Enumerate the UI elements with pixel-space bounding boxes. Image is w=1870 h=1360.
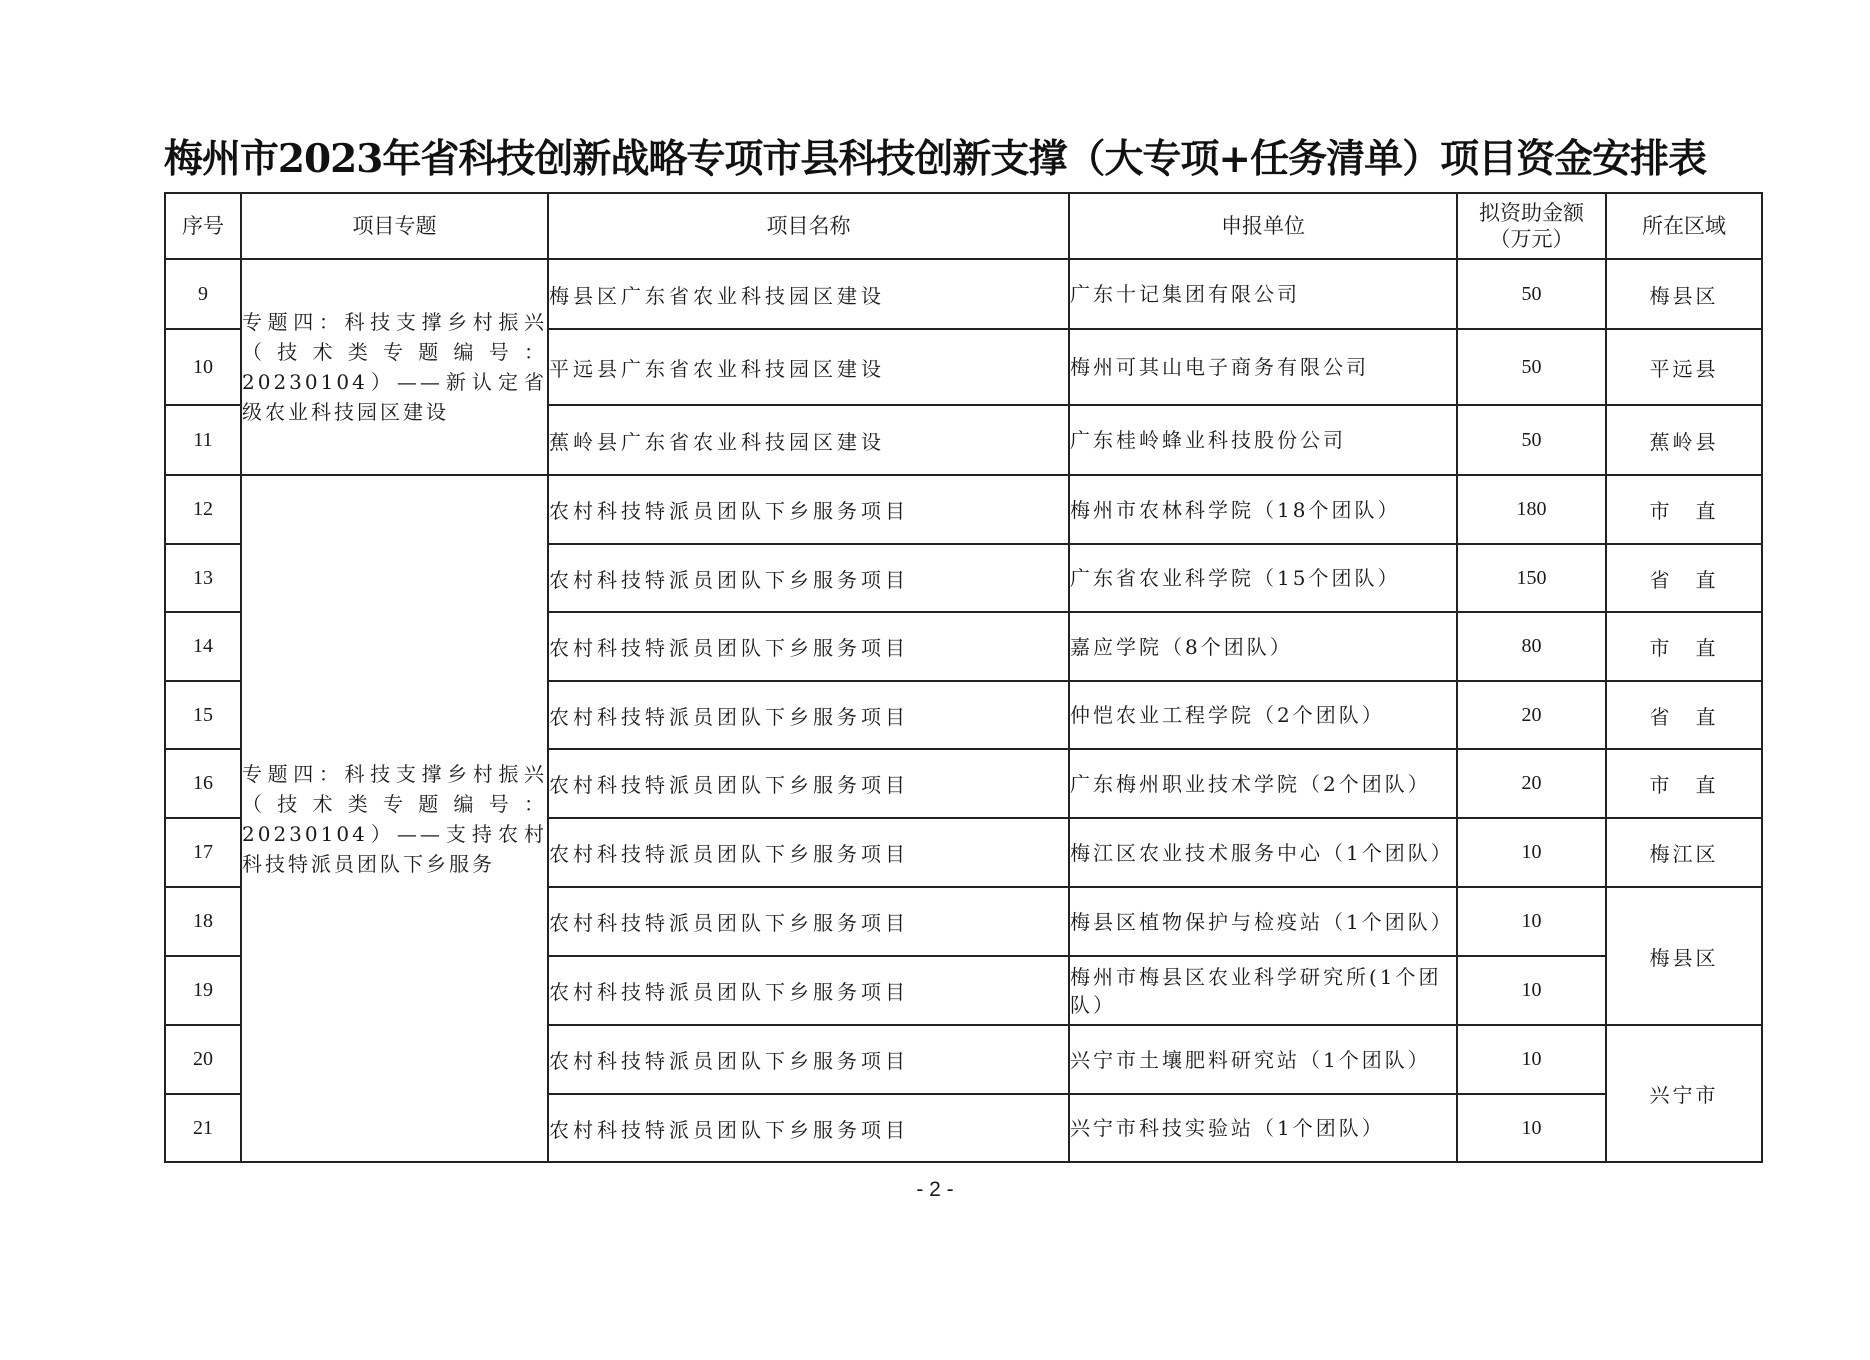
- topic-cell: 专题四：科技支撑乡村振兴（技术类专题编号：20230104）——新认定省级农业科技园区建设: [241, 259, 548, 475]
- applicant-cell: 梅州市农林科学院（18个团队）: [1069, 475, 1457, 544]
- header-region: 所在区域: [1606, 193, 1762, 259]
- amount-cell: 50: [1457, 405, 1606, 475]
- project-name-cell: 农村科技特派员团队下乡服务项目: [548, 1025, 1069, 1094]
- region-cell: 兴宁市: [1606, 1025, 1762, 1162]
- applicant-cell: 广东省农业科学院（15个团队）: [1069, 544, 1457, 612]
- applicant-cell: 嘉应学院（8个团队）: [1069, 612, 1457, 681]
- region-cell: 省 直: [1606, 544, 1762, 612]
- seq-cell: 9: [165, 259, 241, 329]
- project-name-cell: 平远县广东省农业科技园区建设: [548, 329, 1069, 405]
- header-amount: 拟资助金额（万元）: [1457, 193, 1606, 259]
- header-applicant: 申报单位: [1069, 193, 1457, 259]
- topic-cell: 专题四：科技支撑乡村振兴（技术类专题编号：20230104）——支持农村科技特派员团队下乡服务: [241, 475, 548, 1162]
- seq-cell: 18: [165, 887, 241, 956]
- amount-cell: 10: [1457, 1094, 1606, 1162]
- seq-cell: 14: [165, 612, 241, 681]
- region-cell: 梅江区: [1606, 818, 1762, 887]
- amount-cell: 50: [1457, 329, 1606, 405]
- applicant-cell: 梅州可其山电子商务有限公司: [1069, 329, 1457, 405]
- funding-table: [164, 192, 1763, 1163]
- document-title: 梅州市2023年省科技创新战略专项市县科技创新支撑（大专项+任务清单）项目资金安排表: [163, 136, 1707, 182]
- amount-cell: 10: [1457, 818, 1606, 887]
- project-name-cell: 农村科技特派员团队下乡服务项目: [548, 818, 1069, 887]
- amount-cell: 20: [1457, 681, 1606, 749]
- header-project-name: 项目名称: [548, 193, 1069, 259]
- applicant-cell: 广东十记集团有限公司: [1069, 259, 1457, 329]
- region-cell: 梅县区: [1606, 259, 1762, 329]
- applicant-cell: 梅县区植物保护与检疫站（1个团队）: [1069, 887, 1457, 956]
- amount-cell: 80: [1457, 612, 1606, 681]
- table-row: [165, 259, 1762, 329]
- amount-cell: 50: [1457, 259, 1606, 329]
- project-name-cell: 农村科技特派员团队下乡服务项目: [548, 681, 1069, 749]
- applicant-cell: 广东桂岭蜂业科技股份公司: [1069, 405, 1457, 475]
- project-name-cell: 农村科技特派员团队下乡服务项目: [548, 749, 1069, 818]
- project-name-cell: 农村科技特派员团队下乡服务项目: [548, 612, 1069, 681]
- applicant-cell: 仲恺农业工程学院（2个团队）: [1069, 681, 1457, 749]
- project-name-cell: 农村科技特派员团队下乡服务项目: [548, 544, 1069, 612]
- amount-cell: 20: [1457, 749, 1606, 818]
- seq-cell: 19: [165, 956, 241, 1025]
- seq-cell: 15: [165, 681, 241, 749]
- seq-cell: 13: [165, 544, 241, 612]
- region-cell: 梅县区: [1606, 887, 1762, 1025]
- region-cell: 省 直: [1606, 681, 1762, 749]
- table-row: [165, 475, 1762, 544]
- region-cell: 蕉岭县: [1606, 405, 1762, 475]
- seq-cell: 11: [165, 405, 241, 475]
- region-cell: 平远县: [1606, 329, 1762, 405]
- project-name-cell: 农村科技特派员团队下乡服务项目: [548, 956, 1069, 1025]
- seq-cell: 21: [165, 1094, 241, 1162]
- region-cell: 市 直: [1606, 749, 1762, 818]
- project-name-cell: 农村科技特派员团队下乡服务项目: [548, 1094, 1069, 1162]
- amount-cell: 10: [1457, 1025, 1606, 1094]
- project-name-cell: 蕉岭县广东省农业科技园区建设: [548, 405, 1069, 475]
- applicant-cell: 梅州市梅县区农业科学研究所(1个团队）: [1069, 956, 1457, 1025]
- seq-cell: 17: [165, 818, 241, 887]
- amount-cell: 150: [1457, 544, 1606, 612]
- seq-cell: 10: [165, 329, 241, 405]
- applicant-cell: 兴宁市科技实验站（1个团队）: [1069, 1094, 1457, 1162]
- project-name-cell: 梅县区广东省农业科技园区建设: [548, 259, 1069, 329]
- header-topic: 项目专题: [241, 193, 548, 259]
- region-cell: 市 直: [1606, 475, 1762, 544]
- seq-cell: 20: [165, 1025, 241, 1094]
- region-cell: 市 直: [1606, 612, 1762, 681]
- project-name-cell: 农村科技特派员团队下乡服务项目: [548, 887, 1069, 956]
- amount-cell: 180: [1457, 475, 1606, 544]
- applicant-cell: 兴宁市土壤肥料研究站（1个团队）: [1069, 1025, 1457, 1094]
- table-header-row: [165, 193, 1762, 259]
- seq-cell: 16: [165, 749, 241, 818]
- page-number: - 2 -: [916, 1178, 954, 1201]
- amount-cell: 10: [1457, 956, 1606, 1025]
- seq-cell: 12: [165, 475, 241, 544]
- header-seq: 序号: [165, 193, 241, 259]
- amount-cell: 10: [1457, 887, 1606, 956]
- project-name-cell: 农村科技特派员团队下乡服务项目: [548, 475, 1069, 544]
- applicant-cell: 梅江区农业技术服务中心（1个团队）: [1069, 818, 1457, 887]
- applicant-cell: 广东梅州职业技术学院（2个团队）: [1069, 749, 1457, 818]
